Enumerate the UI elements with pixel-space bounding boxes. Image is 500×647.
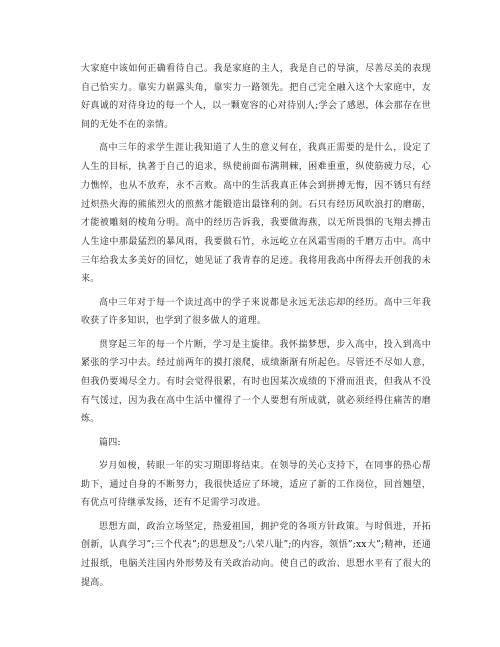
document-body	[81, 60, 431, 593]
paragraph-internship-summary: 岁月如梭，转眼一年的实习期即将结束。在领导的关心支持下，在同事的热心帮助下，通过自身的不断努力，我很快适应了环境，适应了新的工作岗位，回首翘望，有优点可待继承发扬，还有不足需学习改进。	[81, 461, 431, 509]
paragraph-unforgettable-experience: 高中三年对于每一个读过高中的学子来说都是永远无法忘却的经历。高中三年我收获了许多知识，也学到了很多做人的道理。	[81, 297, 431, 327]
paragraph-study-main-theme: 贯穿起三年的每一个片断，学习是主旋律。我怀揣梦想，步入高中，投入到高中紧张的学习中去。经过前两年的摸打滚爬，成绩渐渐有所起色。尽管还不尽如人意，但我仍要竭尽全力。有时会觉得很累，有时也因某次成绩的下滑而沮丧，但我从不没有气馁过，因为我在高中生活中懂得了一个人要想有所成就，就必须经得住痛苦的磨炼。	[81, 339, 431, 425]
paragraph-political-thought: 思想方面，政治立场坚定，热爱祖国，拥护党的各项方针政策。与时俱进，开拓创新，认真学习”;三个代表”;的思想及”;八荣八耻”;的内容，领悟”;xx大”;精神，还通过报纸，电脑关注国内外形势及有关政治动向。使自己的政治、思想水平有了很大的提高。	[81, 521, 431, 588]
paragraph-family: 大家庭中该如何正确看待自己。我是家庭的主人，我是自己的导演，尽善尽美的表现自己恰实力。靠实力崭露头角，靠实力一路领先。把自己完全融入这个大家庭中，友好真诚的对待身边的每一个人，以一颗宽容的心对待别人;学会了感恩，体会那存在世间的无处不在的亲情。	[81, 64, 431, 131]
paragraph-high-school-years: 高中三年的求学生涯让我知道了人生的意义何在，我真正需要的是什么，设定了人生的目标，执著于自己的追求，纵使前面布满荆棘，困难重重，纵使筋疲力尽，心力憔悴，也从不放弃，永不言败。高中的生活我真正体会到拼搏无悔，因不锈只有经过炽热火海的熊熊烈火的煎熬才能锻造出最锋利的剑。石只有经历风吹浪打的磨砺，才能被雕刻的棱角分明。高中的经历告诉我，我要做海燕，以无所畏惧的飞翔去搏击人生途中那最猛烈的暴风雨，我要做石竹，永远屹立在风霜雪雨的千磨万击中。高中三年给我太多美好的回忆，她见证了我青春的足迹。我将用我高中所得去开创我的未来。	[81, 143, 431, 285]
section-heading: 篇四:	[99, 437, 121, 448]
